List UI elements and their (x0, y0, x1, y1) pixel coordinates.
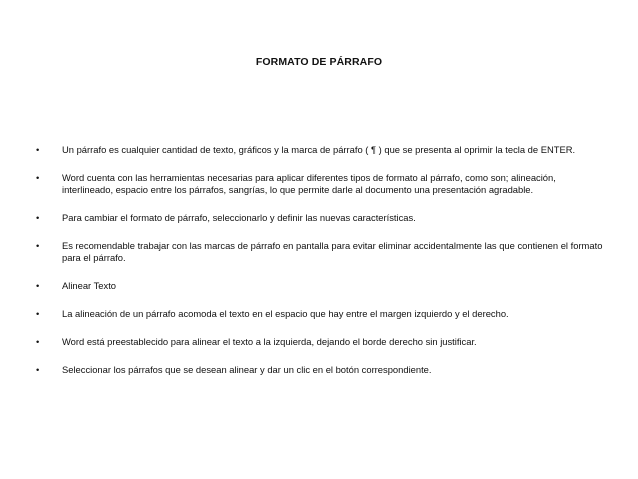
bullet-text: Word está preestablecido para alinear el texto a la izquierda, dejando el borde derecho sin justificar. (62, 336, 477, 347)
bullet-dot-icon: • (36, 240, 40, 251)
bullet-text: La alineación de un párrafo acomoda el texto en el espacio que hay entre el margen izquierdo y el derecho. (62, 308, 509, 319)
bullet-item (36, 172, 606, 196)
bullet-dot-icon: • (36, 172, 40, 183)
bullet-text: Un párrafo es cualquier cantidad de texto, gráficos y la marca de párrafo ( ¶ ) que se presenta al oprimir la tecla de ENTER. (62, 144, 576, 155)
bullet-dot-icon: • (36, 364, 40, 375)
bullet-text: Para cambiar el formato de párrafo, seleccionarlo y definir las nuevas características. (62, 212, 416, 223)
bullet-dot-icon: • (36, 212, 40, 223)
bullet-text: Es recomendable trabajar con las marcas de párrafo en pantalla para evitar eliminar accidentalmente las que contienen el formato para el párrafo. (62, 240, 603, 263)
bullet-item (36, 144, 606, 156)
bullet-dot-icon: • (36, 308, 40, 319)
bullet-item (36, 308, 606, 320)
bullet-item (36, 280, 606, 292)
bullet-dot-icon: • (36, 336, 40, 347)
bullet-text: Seleccionar los párrafos que se desean alinear y dar un clic en el botón correspondiente. (62, 364, 432, 375)
bullet-text: Word cuenta con las herramientas necesarias para aplicar diferentes tipos de formato al párrafo, como son; alineación, interlineado, espacio entre los párrafos, sangrías, lo que permite darle al documento una presentación agradable. (62, 172, 556, 195)
page-title: FORMATO DE PÁRRAFO (255, 56, 383, 68)
bullet-item (36, 240, 606, 264)
bullet-item (36, 364, 606, 376)
bullet-list (36, 144, 606, 392)
bullet-text: Alinear Texto (62, 280, 117, 291)
bullet-item (36, 336, 606, 348)
bullet-dot-icon: • (36, 280, 40, 291)
bullet-dot-icon: • (36, 144, 40, 155)
bullet-item (36, 212, 606, 224)
